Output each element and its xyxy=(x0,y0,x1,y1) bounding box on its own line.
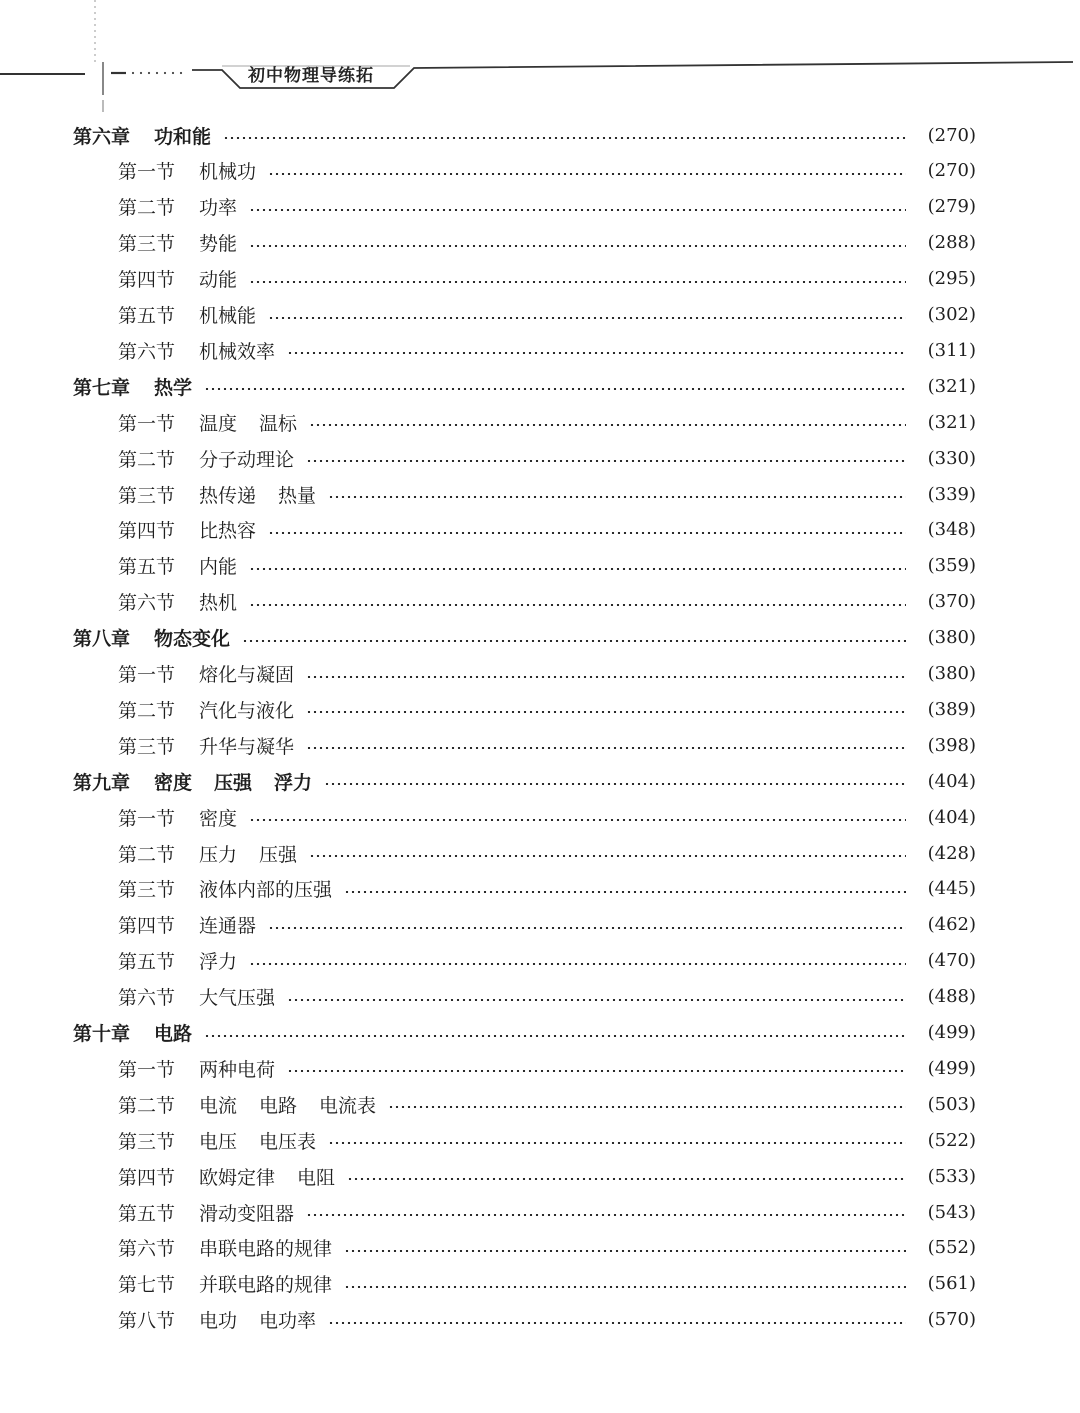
section-number: 第三节 xyxy=(118,484,176,507)
entry-label xyxy=(118,229,237,256)
dot-leader xyxy=(306,460,906,462)
entry-label xyxy=(118,409,297,436)
section-number: 第二节 xyxy=(118,448,176,471)
section-number: 第六节 xyxy=(118,1238,176,1261)
entry-title: 浮力 xyxy=(199,951,238,974)
page-number: (380) xyxy=(927,627,976,649)
entry-title: 升华与凝华 xyxy=(199,735,295,758)
entry-label xyxy=(118,660,294,687)
entry-title: 滑动变阻器 xyxy=(199,1202,295,1225)
entry-label xyxy=(118,696,294,723)
page-number: (339) xyxy=(927,483,976,505)
section-number: 第一节 xyxy=(118,664,176,686)
entry-title: 分子动理论 xyxy=(199,448,295,471)
section-number: 第四节 xyxy=(118,915,176,938)
entry-label xyxy=(118,875,332,902)
toc-section-entry[interactable] xyxy=(118,226,976,260)
entry-title: 电功 xyxy=(199,1310,238,1333)
page-number: (561) xyxy=(927,1273,976,1295)
dot-leader xyxy=(309,855,906,857)
page-number: (311) xyxy=(927,339,976,361)
page-number: (543) xyxy=(927,1201,976,1223)
page-number: (499) xyxy=(927,1022,976,1043)
section-number: 第三节 xyxy=(118,1130,176,1153)
dot-leader xyxy=(306,747,906,749)
entry-label xyxy=(118,1163,335,1190)
toc-chapter-entry[interactable] xyxy=(73,369,976,403)
page-number: (380) xyxy=(927,663,976,684)
section-number: 第一节 xyxy=(118,412,176,435)
entry-label xyxy=(118,983,275,1010)
toc-section-entry[interactable] xyxy=(118,1051,976,1085)
entry-title: 温度 xyxy=(199,412,238,435)
toc-section-entry[interactable] xyxy=(118,1123,976,1157)
entry-label xyxy=(118,193,237,220)
toc-section-entry[interactable] xyxy=(118,1231,976,1265)
entry-title: 内能 xyxy=(199,556,238,579)
section-number: 第四节 xyxy=(118,1166,176,1189)
dot-leader xyxy=(309,424,906,426)
entry-label xyxy=(118,1091,376,1118)
entry-label xyxy=(118,1306,316,1333)
dot-leader xyxy=(287,352,906,354)
entry-label xyxy=(118,552,237,579)
toc-chapter-entry[interactable] xyxy=(73,1016,976,1050)
dot-leader xyxy=(204,1035,906,1037)
entry-label xyxy=(118,481,316,508)
entry-title: 功率 xyxy=(199,197,238,220)
entry-title: 机械效率 xyxy=(199,340,276,363)
book-title: 初中物理导练拓 xyxy=(248,66,374,86)
section-number: 第八节 xyxy=(118,1310,176,1333)
entry-label xyxy=(118,337,275,364)
toc-section-entry[interactable] xyxy=(118,944,976,978)
section-number: 第二节 xyxy=(118,1094,176,1117)
toc-section-entry[interactable] xyxy=(118,513,976,547)
entry-title: 功和能 xyxy=(154,125,212,148)
page-number: (270) xyxy=(927,124,976,146)
entry-title: 机械功 xyxy=(199,161,257,184)
entry-title: 物态变化 xyxy=(154,628,231,651)
dot-leader xyxy=(306,711,906,713)
toc-section-entry[interactable] xyxy=(118,800,976,834)
toc-section-entry[interactable] xyxy=(118,872,976,906)
page-number: (370) xyxy=(927,591,976,613)
dot-leader xyxy=(347,1178,906,1180)
page-number: (404) xyxy=(927,770,976,792)
page-number: (570) xyxy=(927,1309,976,1331)
entry-title: 动能 xyxy=(199,269,238,292)
section-number: 第三节 xyxy=(118,233,176,256)
entry-title: 比热容 xyxy=(199,520,257,543)
dot-leader xyxy=(249,963,906,965)
dot-leader xyxy=(249,245,906,247)
entry-title: 并联电路的规律 xyxy=(199,1274,333,1297)
section-number: 第二节 xyxy=(118,843,176,866)
section-number: 第五节 xyxy=(118,305,176,327)
entry-title: 热学 xyxy=(154,376,193,399)
page-number: (321) xyxy=(927,375,976,397)
page-number: (389) xyxy=(927,698,976,720)
entry-title: 电阻 xyxy=(297,1166,336,1189)
entry-label xyxy=(118,947,237,974)
section-number: 第五节 xyxy=(118,556,176,579)
toc-chapter-entry[interactable] xyxy=(73,118,976,152)
toc-section-entry[interactable] xyxy=(118,1303,976,1337)
dot-leader xyxy=(306,1214,906,1216)
entry-label xyxy=(118,1270,332,1297)
toc-section-entry[interactable] xyxy=(118,154,976,188)
section-number: 第一节 xyxy=(118,1058,176,1081)
toc-section-entry[interactable] xyxy=(118,980,976,1014)
dot-leader xyxy=(287,1070,906,1072)
entry-title: 欧姆定律 xyxy=(199,1166,276,1189)
dot-leader xyxy=(328,1142,906,1144)
entry-title: 热机 xyxy=(199,592,238,615)
entry-label xyxy=(118,732,294,759)
toc-section-entry[interactable] xyxy=(118,1267,976,1301)
dot-leader xyxy=(242,640,906,642)
toc-chapter-entry[interactable] xyxy=(73,621,976,655)
chapter-number: 第八章 xyxy=(73,628,131,651)
page-number: (462) xyxy=(927,914,976,936)
dot-leader xyxy=(249,604,906,606)
entry-title: 电功率 xyxy=(259,1310,317,1333)
dot-leader xyxy=(204,388,906,390)
toc-section-entry[interactable] xyxy=(118,692,976,726)
section-number: 第四节 xyxy=(118,520,176,543)
page-number: (359) xyxy=(927,555,976,577)
entry-label xyxy=(118,265,237,292)
entry-title: 压强 xyxy=(259,843,298,866)
dot-leader xyxy=(249,281,906,283)
dot-leader xyxy=(249,209,906,211)
entry-title: 热传递 xyxy=(199,484,257,507)
chapter-number: 第七章 xyxy=(73,376,131,399)
page-number: (288) xyxy=(927,232,976,254)
toc-section-entry[interactable] xyxy=(118,585,976,619)
chapter-number: 第十章 xyxy=(73,1023,131,1045)
entry-title: 电压表 xyxy=(259,1130,317,1153)
entry-title: 密度 xyxy=(154,771,193,794)
chapter-number: 第九章 xyxy=(73,771,131,794)
entry-label xyxy=(73,768,312,795)
entry-title: 密度 xyxy=(199,807,238,830)
toc-section-entry[interactable] xyxy=(118,1195,976,1229)
page-number: (295) xyxy=(927,268,976,290)
page-number: (503) xyxy=(927,1093,976,1115)
toc-section-entry[interactable] xyxy=(118,405,976,439)
page-number: (404) xyxy=(927,806,976,828)
section-number: 第五节 xyxy=(118,951,176,974)
entry-title: 串联电路的规律 xyxy=(199,1238,333,1261)
entry-label xyxy=(118,588,237,615)
toc-section-entry[interactable] xyxy=(118,549,976,583)
toc-section-entry[interactable] xyxy=(118,836,976,870)
page-number: (398) xyxy=(927,734,976,756)
entry-title: 连通器 xyxy=(199,915,257,938)
section-number: 第三节 xyxy=(118,735,176,758)
entry-label xyxy=(118,804,237,831)
entry-label xyxy=(118,157,256,184)
toc-section-entry[interactable] xyxy=(118,477,976,511)
page-number: (279) xyxy=(927,196,976,218)
dot-leader xyxy=(268,317,906,319)
dot-leader xyxy=(223,137,906,139)
dot-leader xyxy=(249,819,906,821)
header-rule-graphic xyxy=(0,0,1080,120)
page-number: (499) xyxy=(927,1057,976,1079)
entry-label xyxy=(118,840,297,867)
toc-section-entry[interactable] xyxy=(118,728,976,762)
dot-leader xyxy=(306,676,906,678)
page-number: (302) xyxy=(927,304,976,325)
entry-title: 电路 xyxy=(259,1094,298,1117)
entry-title: 压强 xyxy=(214,771,253,794)
dot-leader xyxy=(268,927,906,929)
toc-section-entry[interactable] xyxy=(118,441,976,475)
toc-section-entry[interactable] xyxy=(118,657,976,691)
dot-leader xyxy=(268,173,906,175)
dot-leader xyxy=(388,1106,906,1108)
entry-title: 浮力 xyxy=(274,771,313,794)
dot-leader xyxy=(268,532,906,534)
section-number: 第五节 xyxy=(118,1202,176,1225)
entry-title: 势能 xyxy=(199,233,238,256)
entry-title: 机械能 xyxy=(199,305,257,327)
entry-label xyxy=(73,624,230,651)
section-number: 第三节 xyxy=(118,879,176,902)
page-number: (270) xyxy=(927,160,976,182)
entry-label xyxy=(118,516,256,543)
entry-title: 电流表 xyxy=(319,1094,377,1117)
dot-leader xyxy=(328,1322,906,1324)
entry-label xyxy=(118,301,256,328)
section-number: 第六节 xyxy=(118,592,176,615)
page-number: (488) xyxy=(927,986,976,1008)
page-number: (470) xyxy=(927,950,976,972)
toc-chapter-entry[interactable] xyxy=(73,764,976,798)
entry-label xyxy=(73,122,211,149)
dot-leader xyxy=(324,783,906,785)
entry-label xyxy=(118,911,256,938)
section-number: 第七节 xyxy=(118,1274,176,1297)
entry-title: 汽化与液化 xyxy=(199,699,295,722)
section-number: 第四节 xyxy=(118,269,176,292)
entry-label xyxy=(118,1127,316,1154)
entry-title: 电路 xyxy=(154,1023,193,1045)
entry-title: 温标 xyxy=(259,412,298,435)
page-number: (552) xyxy=(927,1237,976,1259)
toc-section-entry[interactable] xyxy=(118,190,976,224)
dot-leader xyxy=(249,568,906,570)
page-number: (533) xyxy=(927,1165,976,1187)
section-number: 第六节 xyxy=(118,987,176,1010)
entry-title: 液体内部的压强 xyxy=(199,879,333,902)
entry-title: 熔化与凝固 xyxy=(199,664,295,686)
page-number: (522) xyxy=(927,1129,976,1151)
entry-label xyxy=(118,1234,332,1261)
entry-title: 电压 xyxy=(199,1130,238,1153)
entry-label xyxy=(118,1055,275,1082)
toc-section-entry[interactable] xyxy=(118,298,976,332)
entry-label xyxy=(73,1019,192,1046)
page-number: (445) xyxy=(927,878,976,900)
dot-leader xyxy=(328,496,906,498)
toc-section-entry[interactable] xyxy=(118,1087,976,1121)
entry-label xyxy=(118,445,294,472)
chapter-number: 第六章 xyxy=(73,125,131,148)
entry-title: 热量 xyxy=(278,484,317,507)
page-header xyxy=(0,0,1080,120)
dot-leader xyxy=(344,891,906,893)
entry-title: 电流 xyxy=(199,1094,238,1117)
page-number: (330) xyxy=(927,447,976,469)
entry-title: 大气压强 xyxy=(199,987,276,1010)
section-number: 第二节 xyxy=(118,197,176,220)
toc-section-entry[interactable] xyxy=(118,333,976,367)
section-number: 第二节 xyxy=(118,699,176,722)
toc-section-entry[interactable] xyxy=(118,262,976,296)
toc-section-entry[interactable] xyxy=(118,1159,976,1193)
section-number: 第一节 xyxy=(118,807,176,830)
page-number: (428) xyxy=(927,842,976,864)
entry-title: 压力 xyxy=(199,843,238,866)
page-number: (321) xyxy=(927,411,976,433)
entry-label xyxy=(118,1199,294,1226)
dot-leader xyxy=(344,1250,906,1252)
section-number: 第六节 xyxy=(118,340,176,363)
dot-leader xyxy=(344,1286,906,1288)
page-number: (348) xyxy=(927,519,976,541)
dot-leader xyxy=(287,999,906,1001)
toc-section-entry[interactable] xyxy=(118,908,976,942)
entry-title: 两种电荷 xyxy=(199,1058,276,1081)
section-number: 第一节 xyxy=(118,161,176,184)
entry-label xyxy=(73,373,192,400)
